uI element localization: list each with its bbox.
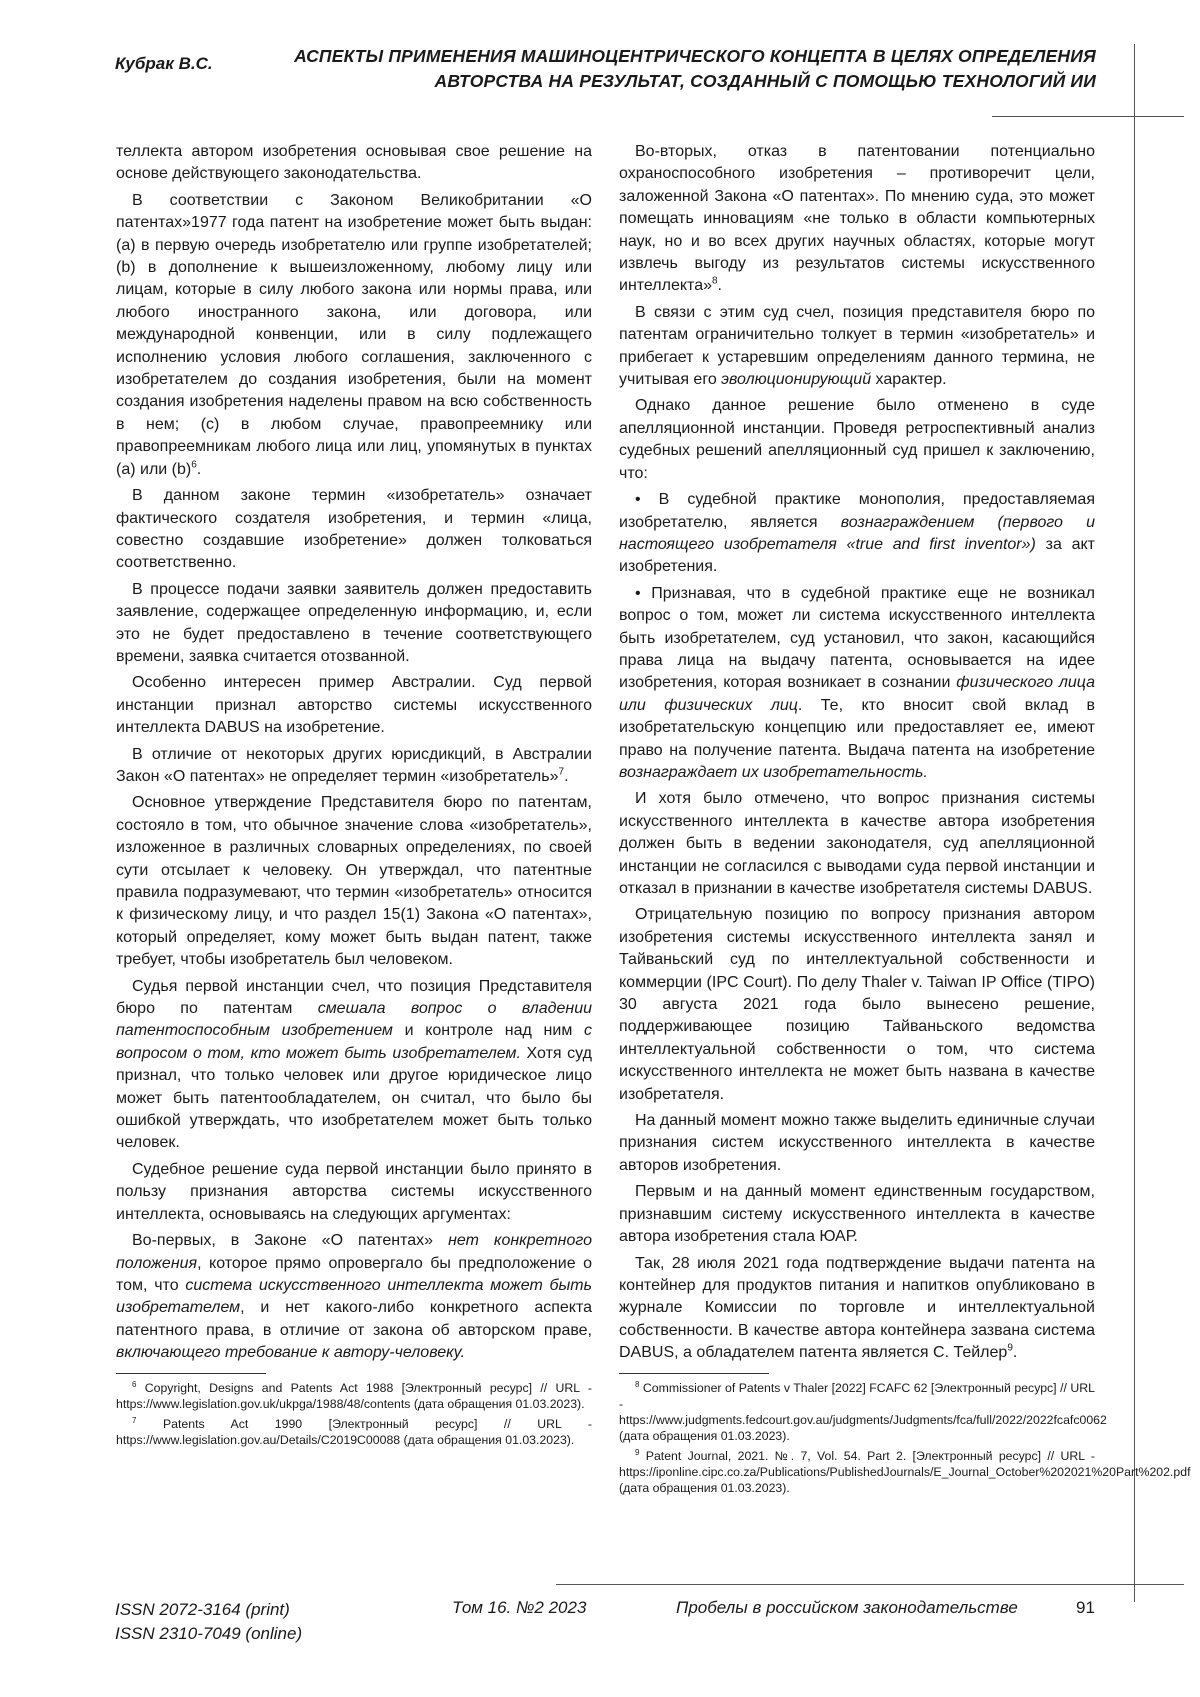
footnote-ref: 7 bbox=[558, 766, 565, 778]
header-author: Кубрак В.С. bbox=[115, 54, 213, 73]
paragraph: • Признавая, что в судебной практике еще не возникал вопрос о том, может ли система искусственного интеллекта быть изобретателем, суд установил, что закон, касающийся права лица на выдачу патента, основывается на идее изобретения, которая возникает в сознании физического лица или физических лиц. Те, кто вносит свой вклад в изобретательскую концепцию или предоставляет ее, имеют право на получение патента. Выдача патента на изобретение вознаграждает их изобретательность. bbox=[619, 584, 1095, 781]
header-title-line1: АСПЕКТЫ ПРИМЕНЕНИЯ МАШИНОЦЕНТРИЧЕСКОГО КОНЦЕПТА В ЦЕЛЯХ ОПРЕДЕЛЕНИЯ bbox=[294, 46, 1096, 66]
footnote-ref: 6 bbox=[191, 459, 197, 471]
paragraph: Так, 28 июля 2021 года подтверждение выдачи патента на контейнер для продуктов питания и напитков опубликовано в журнале Комиссии по торговле и интеллектуальной собственности. В качестве автора контейнера зазвана система DABUS, а обладателем патента является С. Тейлер$^9$. bbox=[619, 1254, 1095, 1362]
footnote-ref: 8 bbox=[711, 276, 718, 288]
paragraph: В связи с этим суд счел, позиция представителя бюро по патентам ограничительно толкует в термин «изобретатель» и прибегает к устаревшим определениям данного термина, не учитывая его эволюционирующий характер. bbox=[619, 303, 1095, 389]
paragraph: Отрицательную позицию по вопросу признания автором изобретения системы искусственного интеллекта занял и Тайваньский суд по интеллектуальной собственности и коммерции (IPC Court). По делу Thaler v. Taiwan IP Office (TIPO) 30 августа 2021 года было вынесено решение, поддерживающее позицию Тайваньского ведомства интеллектуальной собственности о том, что система искусственного интеллекта не может быть названа в качестве изобретателя. bbox=[619, 906, 1095, 1103]
paragraph: Во-первых, в Законе «О патентах» нет конкретного положения, которое прямо опровергало бы предположение о том, что система искусственного интеллекта может быть изобретателем, и нет какого-либо конкретного аспекта патентного права, в отличие от закона об авторском праве, включающего требование к автору-человеку. bbox=[116, 1232, 592, 1362]
footer-journal-name: Пробелы в российском законодательстве bbox=[676, 1598, 1018, 1617]
footnote-7: $^7$ Patents Act 1990 [Электронный ресурс] // URL - https://www.legislation.gov.au/Details/C2019C00088 (дата обращения 01.03.2023). bbox=[116, 1415, 592, 1447]
paragraph: В соответствии с Законом Великобритании «О патентах»1977 года патент на изобретение может быть выдан: (a) в первую очередь изобретателю или группе изобретателей; (b) в дополнение к вышеизложенному, любому лицу или лицам, которые в силу любого закона или нормы права, или любого иностранного закона, или договора, или международной конвенции, или в силу подлежащего исполнению условия любого соглашения, заключенного с изобретателем до создания изобретения, были на момент создания изобретения наделены правом на всю собственность в нем; (c) в любом случае, правопреемнику или правопреемникам любого лица или лиц, упомянутых в пунктах (a) или $(b)^6$. bbox=[116, 191, 592, 478]
paragraph: На данный момент можно также выделить единичные случаи признания систем искусственного интеллекта в качестве авторов изобретения. bbox=[619, 1112, 1095, 1174]
header-horizontal-rule bbox=[992, 116, 1184, 117]
footnote-separator bbox=[116, 1373, 266, 1374]
issn-print: ISSN 2072-3164 (print) bbox=[115, 1600, 290, 1619]
paragraph: Во-вторых, отказ в патентовании потенциально охраноспособного изобретения – противоречит цели, заложенной Закона «О патентах». По мнению суда, это может помещать инновациям «не только в области компьютерных наук, но и во всех других научных областях, которые могут извлечь выгоду из результатов системы искусственного интеллекта»$^8$. bbox=[619, 143, 1095, 295]
paragraph: В процессе подачи заявки заявитель должен предоставить заявление, содержащее определенную информацию, и, если это не будет предоставлено в течение соответствующего времени, заявка считается отозванной. bbox=[116, 580, 592, 665]
paragraph: • В судебной практике монополия, предоставляемая изобретателю, является вознаграждением (первого и настоящего изобретателя «true and first inventor») за акт изобретения. bbox=[619, 491, 1096, 576]
paragraph: теллекта автором изобретения основывая свое решение на основе действующего законодательства. bbox=[116, 143, 592, 183]
paragraph: Особенно интересен пример Австралии. Суд первой инстанции признал авторство системы искусственного интеллекта DABUS на изобретение. bbox=[116, 674, 592, 737]
right-column bbox=[619, 141, 1191, 1500]
issn-online: ISSN 2310-7049 (online) bbox=[115, 1624, 303, 1643]
paragraph: Судебное решение суда первой инстанции было принято в пользу признания авторства системы искусственного интеллекта, основываясь на следующих аргументах: bbox=[116, 1160, 592, 1223]
footnote-9: $^9$ Patent Journal, 2021. №. 7, Vol. 54. Part 2. [Электронный ресурс] // URL - https://iponline.cipc.co.za/Publications/PublishedJournals/E_Journal_October%202021%20Part%202.pdf (дата обращения 01.03.2023). bbox=[619, 1447, 1191, 1495]
footnote-6: $^6$ Copyright, Designs and Patents Act 1988 [Электронный ресурс] // URL - https://www.legislation.gov.uk/ukpga/1988/48/contents (дата обращения 01.03.2023). bbox=[116, 1379, 592, 1411]
header-title-line2: АВТОРСТВА НА РЕЗУЛЬТАТ, СОЗДАННЫЙ С ПОМОЩЬЮ ТЕХНОЛОГИЙ ИИ bbox=[434, 71, 1096, 91]
paragraph: В отличие от некоторых других юрисдикций, в Австралии Закон «О патентах» не определяет термин «изобретатель»$^7$. bbox=[116, 745, 592, 785]
header-title bbox=[258, 44, 1096, 94]
footnote-8: $^8$ Commissioner of Patents v Thaler [2022] FCAFC 62 [Электронный ресурс] // URL - https://www.judgments.fedcourt.gov.au/judgments/Judgments/fca/full/2022/2022fcafc0062 (дата обращения 01.03.2023). bbox=[619, 1379, 1107, 1443]
header-vertical-rule bbox=[1134, 44, 1135, 1602]
paragraph: И хотя было отмечено, что вопрос признания системы искусственного интеллекта в качестве автора изобретения должен быть в ведении законодателя, суд апелляционной инстанции не согласился с выводами суда первой инстанции и отказал в признании в качестве изобретателя системы DABUS. bbox=[619, 790, 1095, 897]
page-number: 91 bbox=[1076, 1598, 1095, 1617]
paragraph: Судья первой инстанции счел, что позиция Представителя бюро по патентам смешала вопрос о владении патентоспособным изобретением и контроле над ним с вопросом о том, кто может быть изобретателем. Хотя суд признал, что только человек или другое юридическое лицо может быть патентообладателем, он считал, что было бы ошибкой утверждать, что изобретателем может быть только человек. bbox=[116, 977, 593, 1152]
footer-rule bbox=[556, 1584, 1184, 1585]
paragraph: Основное утверждение Представителя бюро по патентам, состояло в том, что обычное значение слова «изобретатель», изложенное в различных словарных определениях, по своей сути отсылает к человеку. Он утверждал, что патентные правила подразумевают, что термин «изобретатель» относится к физическому лицу, и что раздел 15(1) Закона «О патентах», который определяет, кому может быть выдан патент, также требует, чтобы изобретатель был человеком. bbox=[116, 794, 592, 969]
left-column bbox=[116, 141, 592, 1452]
paragraph: В данном законе термин «изобретатель» означает фактического создателя изобретения, и термин «лица, совестно создавшие изобретение» должен толковаться соответственно. bbox=[116, 487, 592, 572]
footer-issn bbox=[115, 1598, 302, 1646]
paragraph: Однако данное решение было отменено в суде апелляционной инстанции. Проведя ретроспективный анализ судебных решений апелляционный суд пришел к заключению, что: bbox=[619, 397, 1095, 482]
paragraph: Первым и на данный момент единственным государством, признавшим систему искусственного интеллекта в качестве автора изобретения стала ЮАР. bbox=[619, 1183, 1095, 1246]
footer-volume: Том 16. №2 2023 bbox=[452, 1598, 587, 1617]
footnote-separator bbox=[619, 1373, 769, 1374]
footnote-ref: 9 bbox=[1007, 1342, 1013, 1354]
